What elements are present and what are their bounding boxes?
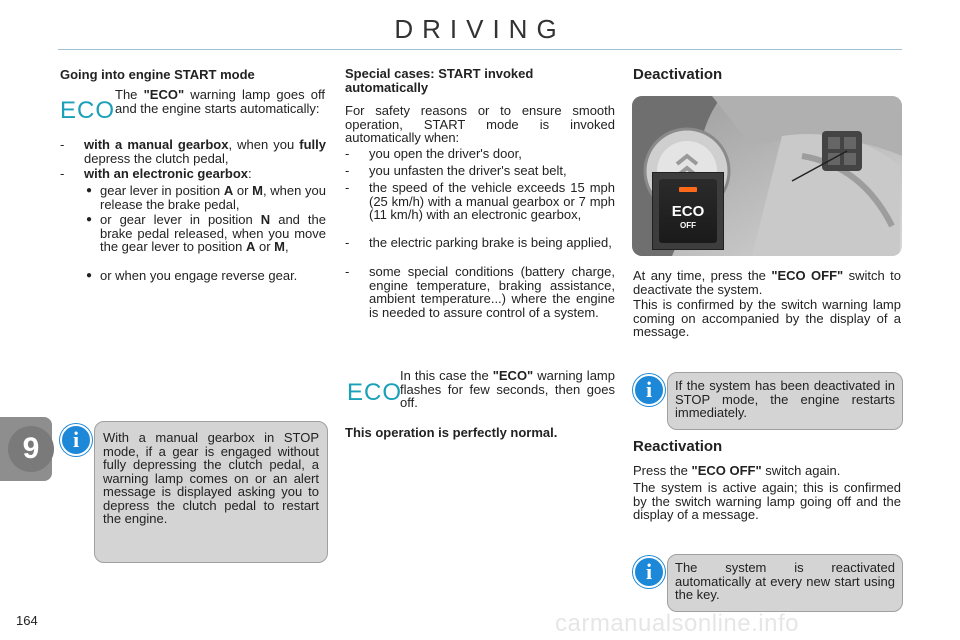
info-icon: i	[633, 556, 665, 588]
list-item-electronic-gearbox: - with an electronic gearbox:	[60, 166, 252, 181]
page-number: 164	[16, 613, 38, 628]
list-item-manual-gearbox: - with a manual gearbox, when you fully depress the clutch pedal,	[60, 137, 326, 166]
eco-icon: ECO	[347, 379, 403, 406]
switch-label-off: OFF	[680, 221, 696, 230]
normal-operation-note: This operation is perfectly normal.	[345, 425, 558, 440]
reactivation-confirm-text: The system is active again; this is confirmed by the switch warning lamp going off and the display of a message.	[633, 480, 901, 522]
eco-flash-text: In this case the "ECO" warning lamp flashes for few seconds, then goes off.	[400, 368, 615, 410]
deactivation-text: At any time, press the "ECO OFF" switch to deactivate the system.	[633, 268, 901, 297]
list-item: - some special conditions (battery charge, engine temperature, braking assistance, ambient temperature...) where the engine is needed to assure control of a system.	[345, 264, 615, 320]
reactivation-heading: Reactivation	[633, 438, 723, 455]
watermark: carmanualsonline.info	[555, 610, 799, 637]
bullet-item: ● gear lever in position A or M, when you release the brake pedal,	[86, 183, 326, 212]
info-text-manual-gearbox: With a manual gearbox in STOP mode, if a gear is engaged without fully depressing the clutch pedal, a warning lamp comes on or an alert message is displayed asking you to depress the clutch pedal to restart the engine.	[103, 430, 319, 526]
special-cases-heading: Special cases: START invoked automatically	[345, 66, 534, 95]
deactivation-confirm-text: This is confirmed by the switch warning lamp coming on accompanied by the display of a message.	[633, 297, 901, 339]
eco-lamp-text: The "ECO" warning lamp goes off and the engine starts automatically:	[115, 87, 326, 116]
title-divider	[58, 49, 902, 50]
reactivation-text: Press the "ECO OFF" switch again.	[633, 463, 841, 478]
bullet-item: ● or when you engage reverse gear.	[86, 268, 298, 283]
list-item: - you open the driver's door,	[345, 146, 522, 161]
deactivation-heading: Deactivation	[633, 66, 723, 83]
start-mode-heading: Going into engine START mode	[60, 67, 255, 82]
special-cases-intro: For safety reasons or to ensure smooth operation, START mode is invoked automatically when:	[345, 103, 615, 145]
page-title: DRIVING	[394, 14, 566, 44]
list-item: - the electric parking brake is being applied,	[345, 235, 612, 250]
info-text-deactivation: If the system has been deactivated in STOP mode, the engine restarts immediately.	[675, 378, 895, 420]
list-item: - the speed of the vehicle exceeds 15 mph (25 km/h) with a manual gearbox or 7 mph (11 km/h) with an electronic gearbox,	[345, 180, 615, 222]
chapter-number: 9	[8, 426, 54, 472]
switch-label-eco: ECO	[671, 203, 705, 220]
bullet-item: ● or gear lever in position N and the brake pedal released, when you move the gear lever to position A or M,	[86, 212, 326, 254]
list-item: - you unfasten the driver's seat belt,	[345, 163, 567, 178]
info-icon: i	[60, 424, 92, 456]
warning-lamp-indicator	[679, 187, 697, 192]
eco-off-switch-inset	[652, 172, 724, 250]
info-text-reactivation: The system is reactivated automatically at every new start using the key.	[675, 560, 895, 602]
eco-icon: ECO	[60, 97, 116, 124]
info-icon: i	[633, 374, 665, 406]
eco-off-button	[659, 179, 717, 243]
